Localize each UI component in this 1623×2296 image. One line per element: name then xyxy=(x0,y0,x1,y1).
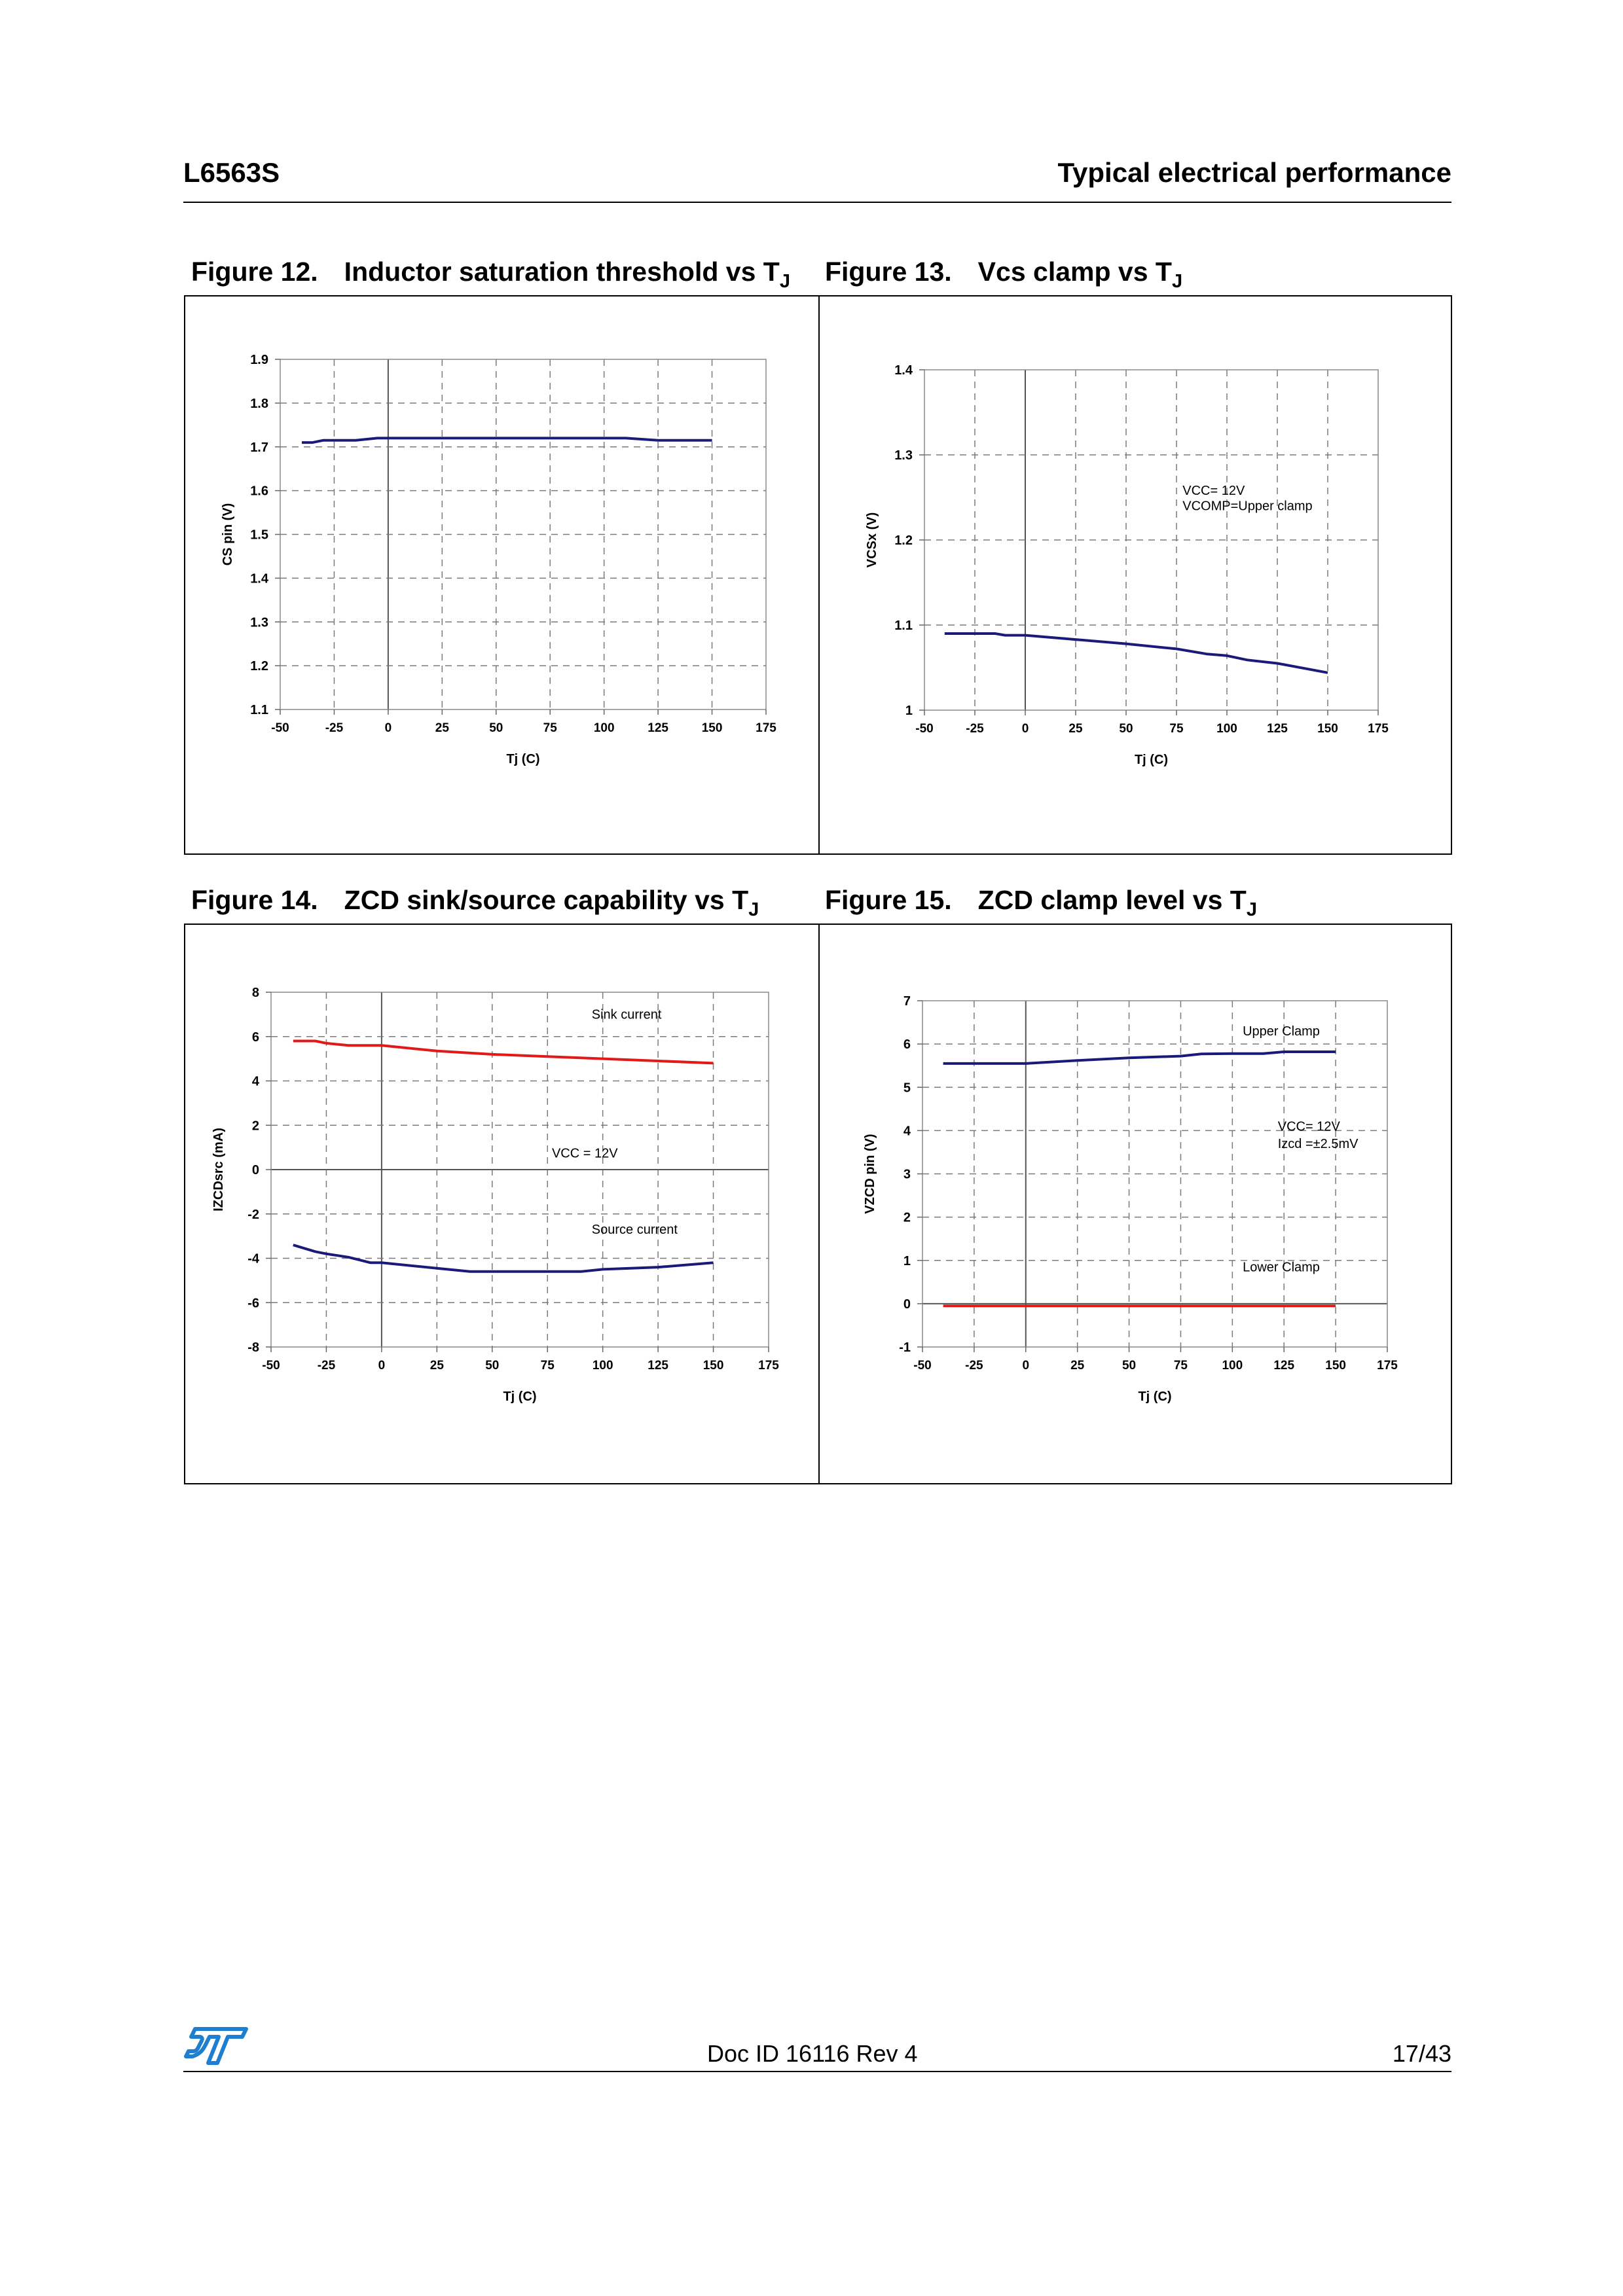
x-tick-label: 75 xyxy=(543,721,557,735)
figure-number: Figure 12. xyxy=(191,257,318,287)
x-tick-label: -25 xyxy=(317,1359,336,1372)
figure-subscript: J xyxy=(779,271,790,292)
y-tick-label: 4 xyxy=(903,1124,911,1139)
y-axis-label: VZCD pin (V) xyxy=(863,1134,877,1214)
x-tick-label: -50 xyxy=(271,721,289,735)
figure-title: ZCD clamp level vs T xyxy=(977,885,1247,915)
x-tick-label: 50 xyxy=(489,721,503,735)
chart-annotation: VCC= 12V xyxy=(1277,1119,1340,1134)
y-tick-label: 1 xyxy=(903,1253,911,1268)
y-tick-label: 1.6 xyxy=(250,484,268,499)
x-tick-label: 75 xyxy=(540,1359,555,1372)
y-tick-label: 7 xyxy=(903,994,911,1009)
x-tick-label: 25 xyxy=(1068,722,1083,736)
figure-13-caption xyxy=(825,257,1182,293)
x-tick-label: -50 xyxy=(262,1359,280,1372)
x-axis-label: Tj (C) xyxy=(1138,1390,1172,1404)
doc-part-number: L6563S xyxy=(183,157,280,188)
x-tick-label: 25 xyxy=(429,1359,444,1372)
series-line xyxy=(293,1041,714,1064)
figure-12-caption xyxy=(191,257,790,293)
figure-title: ZCD sink/source capability vs T xyxy=(344,885,749,915)
st-logo-icon xyxy=(183,2026,249,2066)
x-axis-label: Tj (C) xyxy=(1134,753,1169,767)
y-tick-label: 1.3 xyxy=(894,448,913,463)
figure-15-caption xyxy=(825,885,1257,921)
x-tick-label: 150 xyxy=(1317,722,1338,736)
chart-annotation: Upper Clamp xyxy=(1243,1024,1320,1039)
x-tick-label: 25 xyxy=(435,721,449,735)
figure-13-chart xyxy=(865,363,1389,776)
y-tick-label: 5 xyxy=(903,1081,911,1096)
y-tick-label: 4 xyxy=(251,1074,259,1089)
x-axis-label: Tj (C) xyxy=(503,1390,537,1404)
x-tick-label: 125 xyxy=(647,1359,668,1372)
figure-title: Inductor saturation threshold vs T xyxy=(344,257,780,287)
x-tick-label: 150 xyxy=(1325,1359,1346,1372)
series-line xyxy=(943,1052,1336,1064)
figure-subscript: J xyxy=(1246,899,1257,920)
figure-number: Figure 14. xyxy=(191,885,318,915)
x-axis-label: Tj (C) xyxy=(506,752,540,766)
chart-annotation: VCC = 12V xyxy=(551,1146,618,1161)
y-tick-label: 3 xyxy=(903,1167,911,1182)
doc-id: Doc ID 16116 Rev 4 xyxy=(707,2040,918,2067)
figure-title: Vcs clamp vs T xyxy=(977,257,1172,287)
y-tick-label: 1 xyxy=(905,704,913,718)
y-tick-label: 1.1 xyxy=(894,619,913,633)
figure-14-chart xyxy=(211,986,779,1412)
x-tick-label: 100 xyxy=(1216,722,1237,736)
y-tick-label: 2 xyxy=(903,1210,911,1225)
y-tick-label: -2 xyxy=(247,1207,259,1222)
x-tick-label: 150 xyxy=(701,721,723,735)
x-tick-label: 125 xyxy=(1267,722,1288,736)
chart-annotation: VCC= 12V xyxy=(1182,484,1245,499)
y-tick-label: 1.2 xyxy=(250,659,268,674)
x-tick-label: -25 xyxy=(325,721,344,735)
x-tick-label: -25 xyxy=(966,722,984,736)
figure-number: Figure 13. xyxy=(825,257,952,287)
y-tick-label: 8 xyxy=(251,986,259,1000)
x-tick-label: 0 xyxy=(1022,1359,1030,1372)
chart-annotation: VCOMP=Upper clamp xyxy=(1182,499,1313,514)
chart-annotation: Lower Clamp xyxy=(1243,1260,1320,1275)
chart-annotation: Izcd =±2.5mV xyxy=(1277,1136,1359,1151)
figure-subscript: J xyxy=(1171,271,1183,292)
page-number: 17/43 xyxy=(1392,2040,1451,2067)
y-tick-label: 6 xyxy=(903,1037,911,1052)
x-tick-label: 100 xyxy=(592,1359,613,1372)
x-tick-label: 150 xyxy=(702,1359,724,1372)
y-tick-label: 1.7 xyxy=(250,440,268,455)
x-tick-label: 125 xyxy=(1273,1359,1295,1372)
footer-rule xyxy=(183,2071,1451,2072)
chart-annotation: Source current xyxy=(591,1223,678,1238)
x-tick-label: 175 xyxy=(1368,722,1389,736)
figure-12-chart xyxy=(221,353,776,775)
x-tick-label: 50 xyxy=(1122,1359,1137,1372)
x-tick-label: 25 xyxy=(1070,1359,1085,1372)
y-tick-label: 1.1 xyxy=(250,703,268,717)
x-tick-label: 100 xyxy=(1222,1359,1243,1372)
series-line xyxy=(302,438,712,442)
x-tick-label: 75 xyxy=(1173,1359,1188,1372)
y-tick-label: 0 xyxy=(903,1297,911,1312)
y-tick-label: -1 xyxy=(899,1340,911,1355)
x-tick-label: -50 xyxy=(913,1359,932,1372)
y-tick-label: 2 xyxy=(251,1119,259,1134)
y-axis-label: IZCDsrc (mA) xyxy=(211,1128,226,1211)
y-tick-label: 1.2 xyxy=(894,533,913,548)
x-tick-label: -50 xyxy=(915,722,934,736)
x-tick-label: 175 xyxy=(756,721,776,735)
y-tick-label: -6 xyxy=(247,1296,259,1311)
x-tick-label: 75 xyxy=(1169,722,1184,736)
series-line xyxy=(945,634,1328,673)
figure-subscript: J xyxy=(748,899,759,920)
y-tick-label: 1.9 xyxy=(250,353,268,367)
y-tick-label: 1.5 xyxy=(250,528,268,543)
header-rule xyxy=(183,202,1451,203)
y-tick-label: 6 xyxy=(251,1030,259,1045)
y-tick-label: 0 xyxy=(251,1163,259,1177)
x-tick-label: 50 xyxy=(1119,722,1133,736)
chart-annotation: Sink current xyxy=(591,1007,662,1022)
x-tick-label: 0 xyxy=(1021,722,1029,736)
figure-number: Figure 15. xyxy=(825,885,952,915)
x-tick-label: 175 xyxy=(758,1359,779,1372)
y-tick-label: -4 xyxy=(247,1251,259,1266)
x-tick-label: -25 xyxy=(965,1359,983,1372)
y-axis-label: CS pin (V) xyxy=(221,503,235,566)
y-tick-label: 1.3 xyxy=(250,615,268,630)
y-tick-label: 1.4 xyxy=(894,363,913,378)
y-axis-label: VCSx (V) xyxy=(865,512,879,568)
y-tick-label: 1.8 xyxy=(250,396,268,411)
x-tick-label: 175 xyxy=(1377,1359,1398,1372)
y-tick-label: -8 xyxy=(247,1340,259,1355)
x-tick-label: 100 xyxy=(593,721,615,735)
y-tick-label: 1.4 xyxy=(250,571,268,586)
x-tick-label: 125 xyxy=(647,721,668,735)
x-tick-label: 0 xyxy=(378,1359,386,1372)
x-tick-label: 0 xyxy=(384,721,392,735)
x-tick-label: 50 xyxy=(485,1359,500,1372)
figure-15-chart xyxy=(863,994,1398,1412)
section-title: Typical electrical performance xyxy=(1057,157,1451,188)
figure-14-caption xyxy=(191,885,759,921)
